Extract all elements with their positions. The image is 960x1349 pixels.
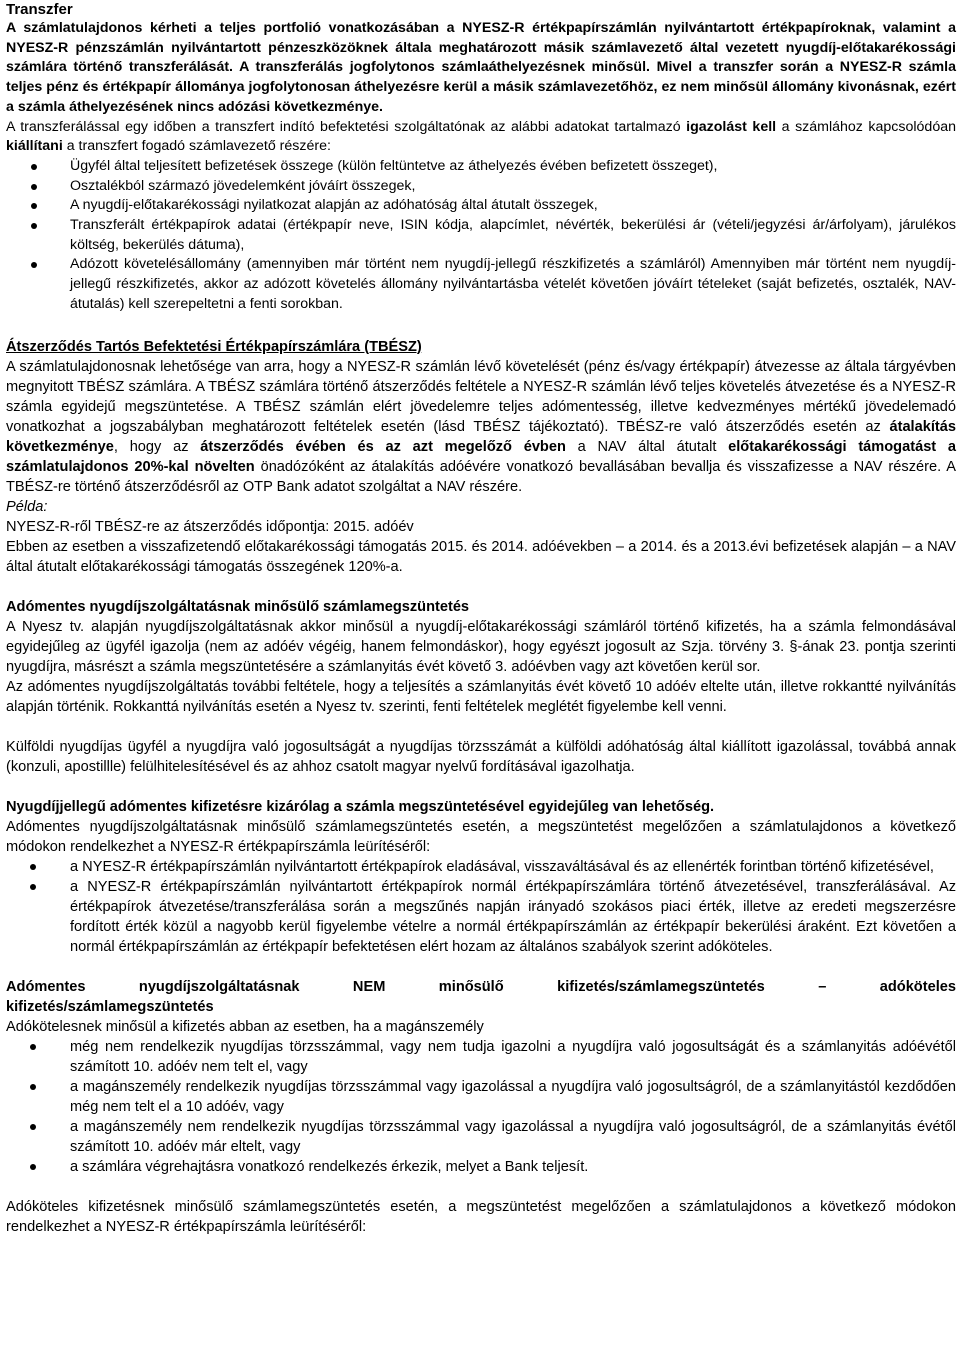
nyugdijjellegu-list xyxy=(6,857,956,957)
list-item: a NYESZ-R értékpapírszámlán nyilvántartott értékpapírok eladásával, visszaváltásával és az ellenérték forintban történő kifizetésével, xyxy=(6,857,956,877)
section-title-nyugdijjellegu: Nyugdíjjellegű adómentes kifizetésre kizárólag a számla megszüntetésével egyidejűleg van lehetőség. xyxy=(6,798,715,815)
nem-adomentes-list xyxy=(6,1037,956,1177)
section-tbesz xyxy=(6,337,956,577)
bullet-icon xyxy=(31,164,37,170)
bullet-icon xyxy=(30,1124,36,1130)
list-item: még nem rendelkezik nyugdíjas törzsszámmal, vagy nem tudja igazolni a nyugdíjra való jogosultságát és a számlanyitás adóévétől számított 10. adóév nem telt el, vagy xyxy=(6,1037,956,1077)
section-title-transzfer: Transzfer xyxy=(6,1,73,18)
list-item: Ügyfél által teljesített befizetések összege (külön feltüntetve az áthelyezés évében befizetett összeget), xyxy=(6,157,956,177)
list-item: a magánszemély rendelkezik nyugdíjas törzsszámmal vagy igazolással a nyugdíjra való jogosultságról, de a számlanyitástól kezdődően még nem telt el a 10 adóév, vagy xyxy=(6,1077,956,1117)
transzfer-paragraph-1: A számlatulajdonos kérheti a teljes portfolió vonatkozásában a NYESZ-R értékpapírszámlán nyilvántartott értékpapíroknak, valamint a NYESZ-R pénzszámlán nyilvántartott pénzeszközöknek általa meghatározott másik számlavezető által vezetett nyugdíj-előtakarékossági számlára történő transzferálását. A transzferálás jogfolytonos számlaáthelyezésnek minősül. Mivel a transzfer során a NYESZ-R számla teljes pénz és értékpapír állománya jogfolytonosan áthelyezésre kerül a másik számlavezetőhöz, ez nem minősül állomány kivonásnak, ezért a számla áthelyezésének nincs adózási következménye. xyxy=(6,20,956,115)
list-item: Transzferált értékpapírok adatai (értékpapír neve, ISIN kódja, alapcímlet, névérték, bekerülési ár (vételi/jegyzési ár/árfolyam), járulékos költség, bekerülés dátuma), xyxy=(6,216,956,255)
section-nyugdijjellegu xyxy=(6,797,956,957)
bullet-icon xyxy=(31,262,37,268)
bullet-icon xyxy=(30,1084,36,1090)
example-label: Példa: xyxy=(6,498,48,515)
list-item: Adózott követelésállomány (amennyiben már történt nem nyugdíj-jellegű részkifizetés a számláról) Amennyiben már történt nem nyugdíj-jellegű részkifizetés, akkor az adózott követelés állomány nyilvántartásba vételét követően jóváírt tételeket (saját befizetés, osztalék, NAV-átutalás) kell szerepeltetni a fenti sorokban. xyxy=(6,255,956,314)
section-title-nem-adomentes-line-2: kifizetés/számlamegszüntetés xyxy=(6,998,214,1015)
example-line-1: NYESZ-R-ről TBÉSZ-re az átszerződés időpontja: 2015. adóév xyxy=(6,518,414,535)
transzfer-list xyxy=(6,157,956,315)
section-transzfer xyxy=(6,0,956,315)
list-item: a magánszemély nem rendelkezik nyugdíjas törzsszámmal vagy igazolással a nyugdíjra való jogosultságról, de a számlanyitás évétől számított 10. adóév már eltelt, vagy xyxy=(6,1117,956,1157)
bullet-icon xyxy=(31,223,37,229)
section-nem-adomentes xyxy=(6,977,956,1237)
section-title-tbesz: Átszerződés Tartós Befektetési Értékpapírszámlára (TBÉSZ) xyxy=(6,338,422,355)
example-line-2: Ebben az esetben a visszafizetendő előtakarékossági támogatás 2015. és 2014. adóévekben – a 2014. és a 2013.évi befizetések alapján – a NAV által átutalt előtakarékossági támogatás összegének 120%-a. xyxy=(6,538,956,575)
section-title-adomentes: Adómentes nyugdíjszolgáltatásnak minősülő számlamegszüntetés xyxy=(6,598,470,615)
bullet-icon xyxy=(30,1044,36,1050)
bullet-icon xyxy=(31,184,37,190)
bullet-icon xyxy=(30,884,36,890)
nyugdijjellegu-paragraph-1: Adómentes nyugdíjszolgáltatásnak minősülő számlamegszüntetés esetén, a megszüntetést megelőzően a számlatulajdonos a következő módokon rendelkezhet a NYESZ-R értékpapírszámla leürítéséről: xyxy=(6,818,956,855)
adomentes-paragraph-2: Az adómentes nyugdíjszolgáltatás további feltétele, hogy a teljesítés a számlanyitás évét követő 10 adóév eltelte után, illetve rokkantté nyilvánítás alapján történik. Rokkanttá nyilvánítás esetén a Nyesz tv. szerinti, fenti feltételek meglétét figyelembe kell venni. xyxy=(6,678,956,715)
list-item: a számlára végrehajtásra vonatkozó rendelkezés érkezik, melyet a Bank teljesít. xyxy=(6,1157,956,1177)
nem-adomentes-paragraph-1: Adókötelesnek minősül a kifizetés abban az esetben, ha a magánszemély xyxy=(6,1018,484,1035)
list-item: A nyugdíj-előtakarékossági nyilatkozat alapján az adóhatóság által átutalt összegek, xyxy=(6,196,956,216)
nem-adomentes-paragraph-2: Adóköteles kifizetésnek minősülő számlamegszüntetés esetén, a megszüntetést megelőzően a számlatulajdonos a következő módokon rendelkezhet a NYESZ-R értékpapírszámla leürítéséről: xyxy=(6,1198,956,1235)
section-title-nem-adomentes: Adómentes nyugdíjszolgáltatásnak NEM minősülő kifizetés/számlamegszüntetés – adóköteles xyxy=(6,978,956,995)
adomentes-paragraph-3: Külföldi nyugdíjas ügyfél a nyugdíjra való jogosultságát a nyugdíjas törzsszámát a külföldi adóhatóság által kiállított igazolással, továbbá annak (konzuli, apostillle) felülhitelesítésével és az ahhoz csatolt magyar nyelvű fordításával igazolhatja. xyxy=(6,738,956,775)
bullet-icon xyxy=(31,203,37,209)
bullet-icon xyxy=(30,864,36,870)
tbesz-paragraph-1: A számlatulajdonosnak lehetősége van arra, hogy a NYESZ-R számlán lévő követelését (pénz és/vagy értékpapír) átvezesse az általa tárgyévben megnyitott TBÉSZ számlára. A TBÉSZ számlára történő átszerződés feltétele a NYESZ-R számlán lévő teljes követelés átvezetése és a NYESZ-R számla egyidejű megszüntetése. A TBÉSZ számlán elért jövedelemre teljes adómentesség, illetve kedvezményes mértékű jövedelemadó vonatkozhat a jogszabályban meghatározott feltételek esetén (lásd TBÉSZ tájékoztató). TBÉSZ-re való átszerződés esetén az átalakítás következménye, hogy az átszerződés évében és az azt megelőző évben a NAV által átutalt előtakarékossági támogatást a számlatulajdonos 20%-kal növelten önadózóként az átalakítás adóévére vonatkozó bevallásában bevallja és visszafizesse a NAV részére. A TBÉSZ-re történő átszerződésről az OTP Bank adatot szolgáltat a NAV részére. xyxy=(6,358,957,495)
list-item: a NYESZ-R értékpapírszámlán nyilvántartott értékpapírok normál értékpapírszámlára történő átvezetésével, transzferálásával. Az értékpapírok átvezetése/transzferálása során a megszűnés napján irányadó szokásos piaci érték, illetve az eredeti megszerzésre fordított érték közül a nagyobb kerül figyelembe vételre a normál értékpapírszámlán az értékpapír bekerülési áraként. Ezt követően a normál értékpapírszámlán az értékpapír befektetésen elért hozam az általános szabályok szerint adóköteles. xyxy=(6,877,956,957)
bullet-icon xyxy=(30,1164,36,1170)
adomentes-paragraph-1: A Nyesz tv. alapján nyugdíjszolgáltatásnak akkor minősül a nyugdíj-előtakarékossági számláról történő kifizetés, ha a számla felmondásával egyidejűleg az ügyfél igazolja (nem az adóév végéig, hanem felmondáskor), hogy egyészt jogosult az Szja. törvény 3. §-ának 23. pontja szerinti nyugdíjra, másrészt a számla megszüntetésére a számlanyitás évét követő 3. adóévben vagy azt követően kerül sor. xyxy=(6,618,956,675)
transzfer-paragraph-2: A transzferálással egy időben a transzfert indító befektetési szolgáltatónak az alábbi adatokat tartalmazó igazolást kell a számlához kapcsolódóan kiállítani a transzfert fogadó számlavezető részére: xyxy=(6,118,956,155)
section-adomentes xyxy=(6,597,956,777)
list-item: Osztalékból származó jövedelemként jóváírt összegek, xyxy=(6,177,956,197)
